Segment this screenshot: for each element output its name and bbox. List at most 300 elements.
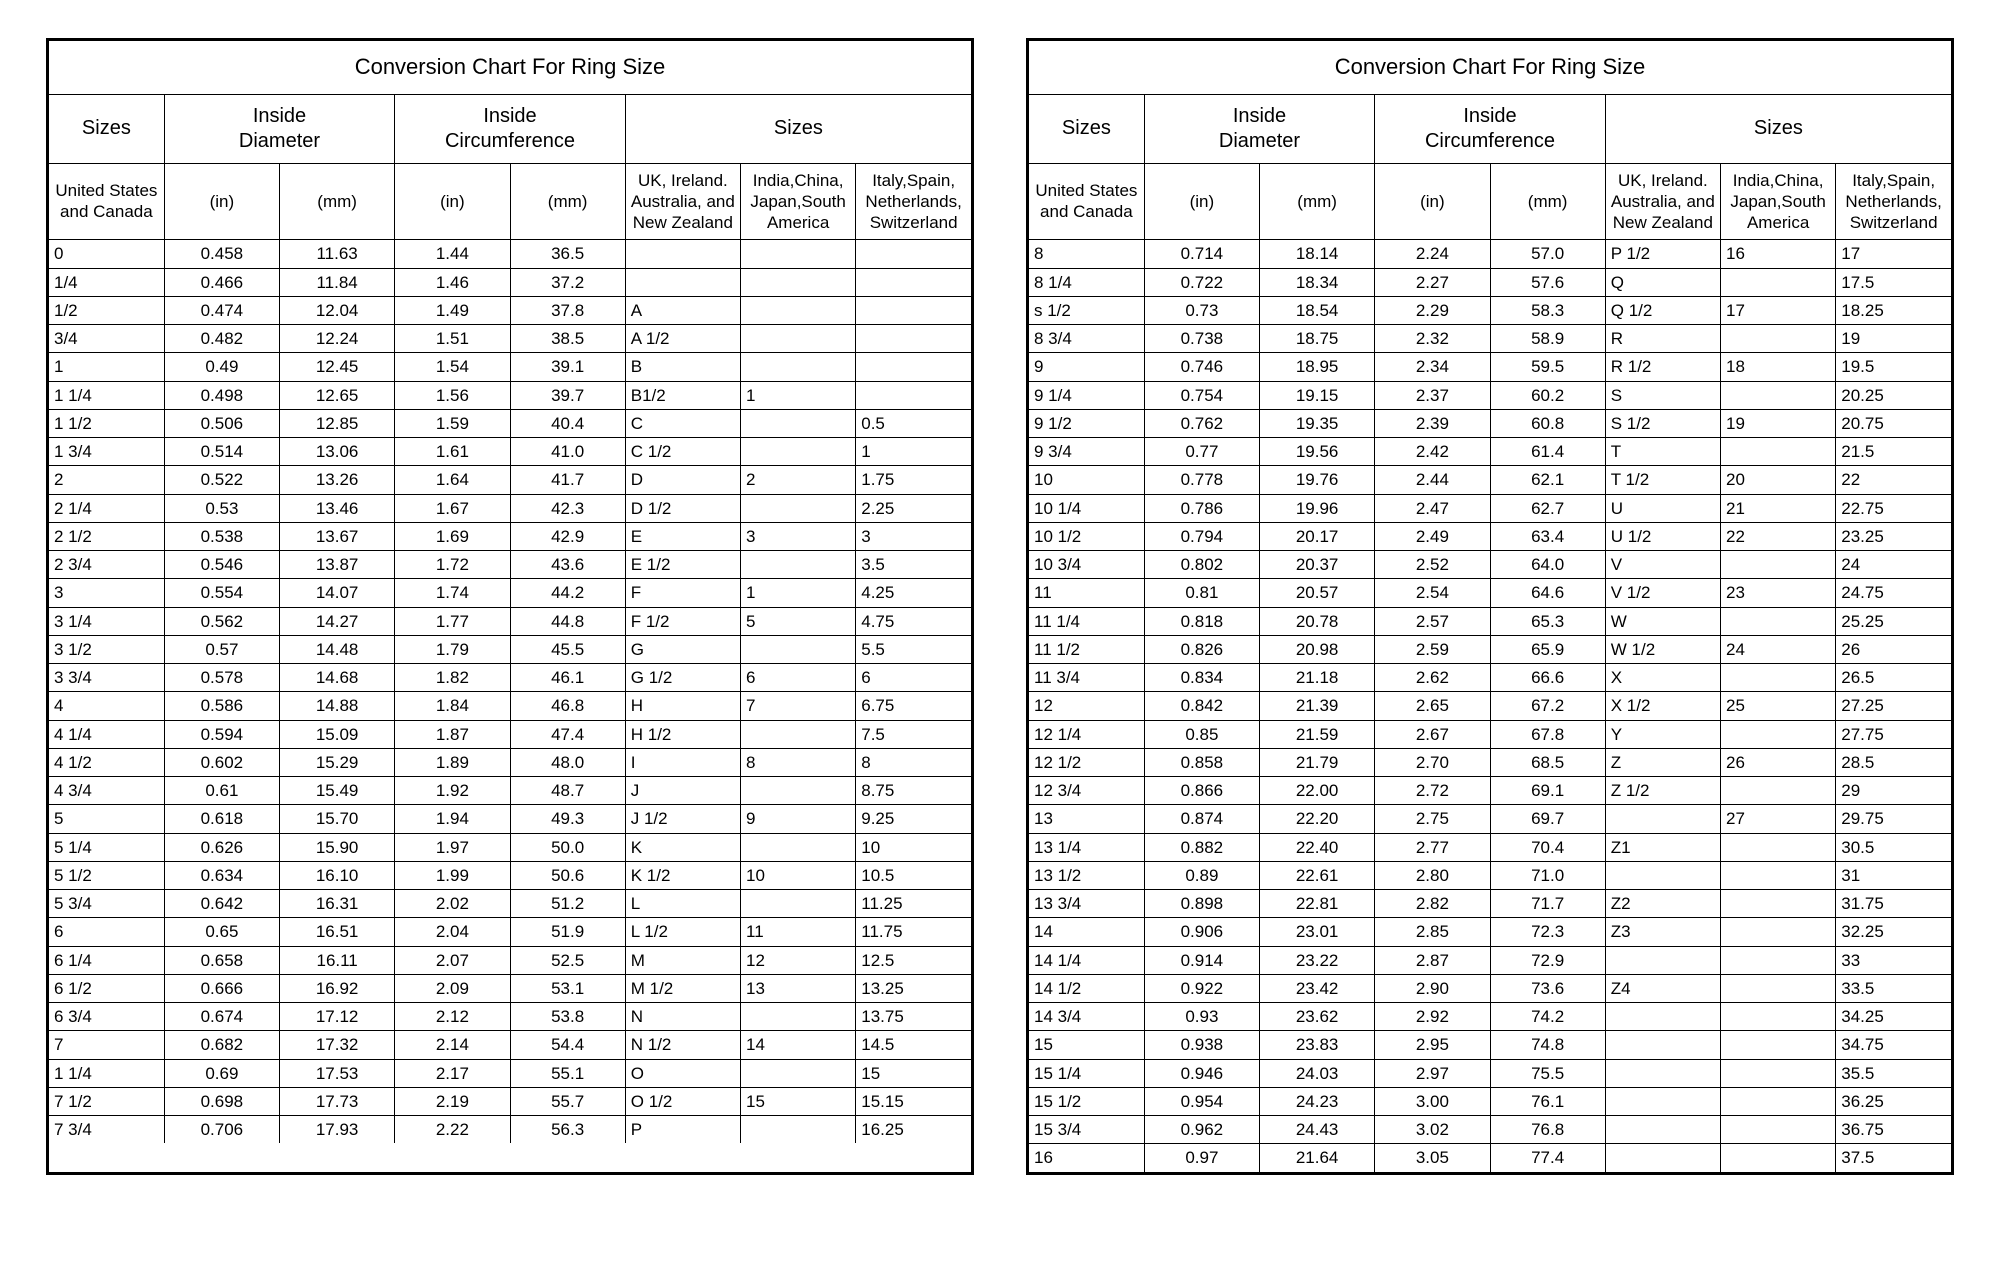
table-row [49, 325, 971, 353]
table-cell: 2.70 [1375, 748, 1490, 776]
table-cell: 11 [1029, 579, 1144, 607]
table-cell: 2.72 [1375, 777, 1490, 805]
table-cell: 0.77 [1144, 438, 1259, 466]
table-cell: 2.52 [1375, 551, 1490, 579]
table-cell: 0.698 [164, 1087, 279, 1115]
table-cell: 5 [741, 607, 856, 635]
table-cell: V [1605, 551, 1720, 579]
table-cell: 14.88 [280, 692, 395, 720]
table-cell: 37.8 [510, 296, 625, 324]
table-cell: 0.466 [164, 268, 279, 296]
table-cell: 19.15 [1260, 381, 1375, 409]
table-cell: 15.90 [280, 833, 395, 861]
table-cell [1721, 268, 1836, 296]
table-cell: 59.5 [1490, 353, 1605, 381]
table-cell: 68.5 [1490, 748, 1605, 776]
table-cell: C 1/2 [625, 438, 740, 466]
table-cell: 0.554 [164, 579, 279, 607]
table-cell: 0.594 [164, 720, 279, 748]
table-cell: 0.458 [164, 240, 279, 268]
sub-header-row [1029, 163, 1951, 240]
table-cell: 1/2 [49, 296, 164, 324]
table-cell: 12 [1029, 692, 1144, 720]
table-cell: 1.74 [395, 579, 510, 607]
table-cell: 19.96 [1260, 494, 1375, 522]
table-row [1029, 268, 1951, 296]
ring-size-chart-right [1026, 38, 1954, 1175]
chart-title-row [1029, 41, 1951, 94]
table-cell: 19.76 [1260, 466, 1375, 494]
table-cell: 0.786 [1144, 494, 1259, 522]
table-cell: 14.27 [280, 607, 395, 635]
table-cell: 0.954 [1144, 1087, 1259, 1115]
sub-header-cell: India,China, Japan,South America [1721, 163, 1836, 240]
table-cell: 20.75 [1836, 409, 1951, 437]
table-cell: 23.01 [1260, 918, 1375, 946]
table-cell: 16.25 [856, 1116, 971, 1144]
table-cell: 0.61 [164, 777, 279, 805]
table-cell: 2.17 [395, 1059, 510, 1087]
table-cell: E [625, 522, 740, 550]
table-cell: 20.37 [1260, 551, 1375, 579]
table-cell: 1 [49, 353, 164, 381]
table-cell: 1 [856, 438, 971, 466]
table-cell: 57.6 [1490, 268, 1605, 296]
sub-header-cell: (mm) [510, 163, 625, 240]
table-cell: 70.4 [1490, 833, 1605, 861]
table-cell: 13 [741, 974, 856, 1002]
table-row [49, 664, 971, 692]
table-cell: 1.87 [395, 720, 510, 748]
table-cell [1721, 1059, 1836, 1087]
table-cell: 0 [49, 240, 164, 268]
table-row [1029, 720, 1951, 748]
table-cell: 1.94 [395, 805, 510, 833]
table-cell: 2.87 [1375, 946, 1490, 974]
table-cell: 2.04 [395, 918, 510, 946]
table-cell: 51.2 [510, 890, 625, 918]
table-cell: 58.9 [1490, 325, 1605, 353]
table-cell [741, 438, 856, 466]
table-cell: A 1/2 [625, 325, 740, 353]
table-cell [1721, 946, 1836, 974]
table-cell: 36.75 [1836, 1116, 1951, 1144]
table-cell: 22.75 [1836, 494, 1951, 522]
table-cell: 2.24 [1375, 240, 1490, 268]
table-cell: T [1605, 438, 1720, 466]
table-cell: Z3 [1605, 918, 1720, 946]
table-cell: 3 1/4 [49, 607, 164, 635]
table-cell: 16 [1029, 1144, 1144, 1172]
table-cell: 33.5 [1836, 974, 1951, 1002]
table-cell: 20.25 [1836, 381, 1951, 409]
group-header-cell: Inside Diameter [1144, 94, 1375, 163]
table-cell: 15.15 [856, 1087, 971, 1115]
table-cell [741, 1003, 856, 1031]
table-row [1029, 635, 1951, 663]
table-cell: 26.5 [1836, 664, 1951, 692]
table-cell: 18 [1721, 353, 1836, 381]
table-cell: 55.1 [510, 1059, 625, 1087]
table-cell: 0.818 [1144, 607, 1259, 635]
table-cell: 17.5 [1836, 268, 1951, 296]
table-cell: 1/4 [49, 268, 164, 296]
table-cell: 1.44 [395, 240, 510, 268]
table-row [49, 466, 971, 494]
table-cell [1605, 1144, 1720, 1172]
table-cell [1605, 1087, 1720, 1115]
table-cell: 12.04 [280, 296, 395, 324]
sub-header-cell: United States and Canada [49, 163, 164, 240]
sub-header-cell: (in) [164, 163, 279, 240]
table-cell: 61.4 [1490, 438, 1605, 466]
table-cell: 74.8 [1490, 1031, 1605, 1059]
table-cell: 10 [1029, 466, 1144, 494]
table-cell: 3.5 [856, 551, 971, 579]
table-cell: C [625, 409, 740, 437]
table-cell: 14.07 [280, 579, 395, 607]
table-cell: 13 1/2 [1029, 861, 1144, 889]
table-cell: 0.57 [164, 635, 279, 663]
table-cell [625, 268, 740, 296]
sub-header-cell: (mm) [1260, 163, 1375, 240]
table-cell: 24.23 [1260, 1087, 1375, 1115]
table-cell: 14.48 [280, 635, 395, 663]
table-cell: 2.75 [1375, 805, 1490, 833]
table-row [49, 974, 971, 1002]
table-cell: 0.778 [1144, 466, 1259, 494]
table-cell: 11 1/2 [1029, 635, 1144, 663]
table-cell: 22 [1836, 466, 1951, 494]
table-cell: 2.67 [1375, 720, 1490, 748]
table-cell: 58.3 [1490, 296, 1605, 324]
table-cell: 42.9 [510, 522, 625, 550]
table-cell: 19 [1721, 409, 1836, 437]
table-cell: L 1/2 [625, 918, 740, 946]
table-cell: 8 [741, 748, 856, 776]
table-cell [741, 777, 856, 805]
sub-header-cell: United States and Canada [1029, 163, 1144, 240]
table-cell: 27.75 [1836, 720, 1951, 748]
table-cell: 2.95 [1375, 1031, 1490, 1059]
table-row [1029, 551, 1951, 579]
table-cell: 67.2 [1490, 692, 1605, 720]
table-cell: 47.4 [510, 720, 625, 748]
table-cell: 12.45 [280, 353, 395, 381]
table-cell: 19.56 [1260, 438, 1375, 466]
table-cell [625, 240, 740, 268]
table-cell: 0.946 [1144, 1059, 1259, 1087]
table-cell: 0.834 [1144, 664, 1259, 692]
table-cell [1721, 664, 1836, 692]
table-cell: Q 1/2 [1605, 296, 1720, 324]
table-cell: 13.06 [280, 438, 395, 466]
table-row [49, 296, 971, 324]
table-cell: 12 1/2 [1029, 748, 1144, 776]
table-cell: 0.634 [164, 861, 279, 889]
table-cell: X [1605, 664, 1720, 692]
table-row [1029, 1116, 1951, 1144]
table-cell: 69.1 [1490, 777, 1605, 805]
table-body-left [49, 41, 971, 1143]
table-cell: 16.11 [280, 946, 395, 974]
table-cell: 0.506 [164, 409, 279, 437]
table-cell: 54.4 [510, 1031, 625, 1059]
table-cell: 24.03 [1260, 1059, 1375, 1087]
table-cell: 17.73 [280, 1087, 395, 1115]
table-cell: 1.49 [395, 296, 510, 324]
table-cell: 17.12 [280, 1003, 395, 1031]
table-cell: H 1/2 [625, 720, 740, 748]
table-cell: 49.3 [510, 805, 625, 833]
table-cell: 0.474 [164, 296, 279, 324]
table-cell: 14.5 [856, 1031, 971, 1059]
table-cell: 11 1/4 [1029, 607, 1144, 635]
table-cell: 0.93 [1144, 1003, 1259, 1031]
table-cell: 15 [856, 1059, 971, 1087]
table-cell: 0.546 [164, 551, 279, 579]
table-cell: 37.2 [510, 268, 625, 296]
table-cell: B1/2 [625, 381, 740, 409]
table-cell: 1.89 [395, 748, 510, 776]
table-cell: 15 1/2 [1029, 1087, 1144, 1115]
table-cell: 25.25 [1836, 607, 1951, 635]
table-cell: 42.3 [510, 494, 625, 522]
table-cell: 69.7 [1490, 805, 1605, 833]
table-cell: K 1/2 [625, 861, 740, 889]
table-cell: 2 [49, 466, 164, 494]
table-cell: 1 1/4 [49, 1059, 164, 1087]
table-cell: 3.00 [1375, 1087, 1490, 1115]
table-cell: 0.482 [164, 325, 279, 353]
chart-title-row [49, 41, 971, 94]
table-cell: 71.7 [1490, 890, 1605, 918]
table-row [1029, 353, 1951, 381]
table-cell: 4 3/4 [49, 777, 164, 805]
table-row [49, 579, 971, 607]
table-cell: 6 [49, 918, 164, 946]
table-cell: 24 [1721, 635, 1836, 663]
table-cell: G [625, 635, 740, 663]
table-row [49, 805, 971, 833]
table-cell: 0.658 [164, 946, 279, 974]
table-cell: 27 [1721, 805, 1836, 833]
table-row [49, 890, 971, 918]
table-cell: L [625, 890, 740, 918]
table-cell: 19.5 [1836, 353, 1951, 381]
chart-title: Conversion Chart For Ring Size [49, 41, 971, 94]
table-cell: 40.4 [510, 409, 625, 437]
table-cell: 1.54 [395, 353, 510, 381]
table-cell: Z4 [1605, 974, 1720, 1002]
table-cell: 0.538 [164, 522, 279, 550]
table-cell: 21.5 [1836, 438, 1951, 466]
table-cell: 2.85 [1375, 918, 1490, 946]
table-cell [741, 268, 856, 296]
table-cell: 13.46 [280, 494, 395, 522]
table-cell: 0.618 [164, 805, 279, 833]
table-cell: 3 [49, 579, 164, 607]
table-cell: 1.99 [395, 861, 510, 889]
table-cell: 6 [856, 664, 971, 692]
ring-size-chart-left [46, 38, 974, 1175]
table-cell: 0.85 [1144, 720, 1259, 748]
table-cell: Z2 [1605, 890, 1720, 918]
table-cell [1721, 1003, 1836, 1031]
table-cell: 43.6 [510, 551, 625, 579]
table-cell: 9 3/4 [1029, 438, 1144, 466]
table-cell: 11.25 [856, 890, 971, 918]
table-cell: 14 1/2 [1029, 974, 1144, 1002]
table-cell: B [625, 353, 740, 381]
table-row [1029, 607, 1951, 635]
table-cell: 2.77 [1375, 833, 1490, 861]
table-cell [856, 353, 971, 381]
table-cell: 13.67 [280, 522, 395, 550]
table-cell: 2.02 [395, 890, 510, 918]
table-cell: 23.62 [1260, 1003, 1375, 1031]
table-cell: 23 [1721, 579, 1836, 607]
table-cell [1721, 833, 1836, 861]
table-cell [1721, 861, 1836, 889]
table-cell: 0.938 [1144, 1031, 1259, 1059]
table-cell: 0.738 [1144, 325, 1259, 353]
table-cell: 1.61 [395, 438, 510, 466]
table-cell: 23.25 [1836, 522, 1951, 550]
table-cell: 53.1 [510, 974, 625, 1002]
table-cell: 17.53 [280, 1059, 395, 1087]
table-cell: J [625, 777, 740, 805]
table-cell: 1.64 [395, 466, 510, 494]
table-cell: 6 3/4 [49, 1003, 164, 1031]
table-cell: T 1/2 [1605, 466, 1720, 494]
table-cell: 3.05 [1375, 1144, 1490, 1172]
table-cell: 15.49 [280, 777, 395, 805]
table-row [49, 720, 971, 748]
table-cell: 0.754 [1144, 381, 1259, 409]
table-cell: 15.29 [280, 748, 395, 776]
table-row [49, 833, 971, 861]
table-cell: 20 [1721, 466, 1836, 494]
table-cell: 4.25 [856, 579, 971, 607]
table-cell: 67.8 [1490, 720, 1605, 748]
table-cell: 18.54 [1260, 296, 1375, 324]
table-cell: D [625, 466, 740, 494]
table-row [1029, 918, 1951, 946]
table-cell: 12.24 [280, 325, 395, 353]
table-cell: 0.514 [164, 438, 279, 466]
table-cell: 1.97 [395, 833, 510, 861]
table-cell: 22.61 [1260, 861, 1375, 889]
table-cell: F [625, 579, 740, 607]
table-cell: 66.6 [1490, 664, 1605, 692]
table-cell: 0.602 [164, 748, 279, 776]
table-cell: 0.642 [164, 890, 279, 918]
table-cell: 11.75 [856, 918, 971, 946]
table-cell [1605, 1116, 1720, 1144]
table-cell: 23.22 [1260, 946, 1375, 974]
table-cell: Q [1605, 268, 1720, 296]
table-cell: 1 3/4 [49, 438, 164, 466]
table-cell: 2.82 [1375, 890, 1490, 918]
table-cell: 39.7 [510, 381, 625, 409]
table-cell: 0.898 [1144, 890, 1259, 918]
table-cell [856, 268, 971, 296]
table-cell: M [625, 946, 740, 974]
table-cell: 22 [1721, 522, 1836, 550]
table-cell: 15 1/4 [1029, 1059, 1144, 1087]
table-cell [856, 381, 971, 409]
table-cell: 1.56 [395, 381, 510, 409]
table-cell: 16.31 [280, 890, 395, 918]
table-cell [1721, 1116, 1836, 1144]
table-cell [1605, 946, 1720, 974]
table-cell: 21 [1721, 494, 1836, 522]
group-header-cell: Inside Diameter [164, 94, 395, 163]
table-cell: 1.67 [395, 494, 510, 522]
sub-header-cell: UK, Ireland. Australia, and New Zealand [625, 163, 740, 240]
table-row [1029, 974, 1951, 1002]
table-cell: E 1/2 [625, 551, 740, 579]
table-cell: 10 [741, 861, 856, 889]
table-cell: 26 [1836, 635, 1951, 663]
table-cell: 0.682 [164, 1031, 279, 1059]
table-cell [1721, 325, 1836, 353]
table-cell: 2.42 [1375, 438, 1490, 466]
table-cell: 21.39 [1260, 692, 1375, 720]
table-row [1029, 409, 1951, 437]
group-header-cell: Sizes [625, 94, 971, 163]
table-cell: 4 1/2 [49, 748, 164, 776]
table-cell: 14 1/4 [1029, 946, 1144, 974]
table-row [49, 748, 971, 776]
table-cell: 18.75 [1260, 325, 1375, 353]
table-cell: W 1/2 [1605, 635, 1720, 663]
table-cell: 9 1/2 [1029, 409, 1144, 437]
table-cell: 20.78 [1260, 607, 1375, 635]
table-cell [741, 494, 856, 522]
table-row [1029, 946, 1951, 974]
table-cell: 2.14 [395, 1031, 510, 1059]
table-cell: 0.802 [1144, 551, 1259, 579]
table-cell: 12.65 [280, 381, 395, 409]
table-cell: 24 [1836, 551, 1951, 579]
table-row [1029, 240, 1951, 268]
table-cell: 0.746 [1144, 353, 1259, 381]
table-row [49, 1059, 971, 1087]
table-cell [741, 890, 856, 918]
table-cell: 15 [741, 1087, 856, 1115]
table-cell: 11.84 [280, 268, 395, 296]
table-cell: 6 [741, 664, 856, 692]
table-cell: 2 3/4 [49, 551, 164, 579]
table-cell: 14 [1029, 918, 1144, 946]
table-cell: 35.5 [1836, 1059, 1951, 1087]
table-cell: 8.75 [856, 777, 971, 805]
table-row [1029, 381, 1951, 409]
table-cell: 3 3/4 [49, 664, 164, 692]
table-cell: 7.5 [856, 720, 971, 748]
table-cell: 6 1/2 [49, 974, 164, 1002]
table-cell: 2.57 [1375, 607, 1490, 635]
table-cell: 11 3/4 [1029, 664, 1144, 692]
table-cell [1721, 607, 1836, 635]
table-cell: 1.84 [395, 692, 510, 720]
table-cell: O [625, 1059, 740, 1087]
table-cell: 1.75 [856, 466, 971, 494]
table-cell: 2 1/2 [49, 522, 164, 550]
table-cell: 44.2 [510, 579, 625, 607]
